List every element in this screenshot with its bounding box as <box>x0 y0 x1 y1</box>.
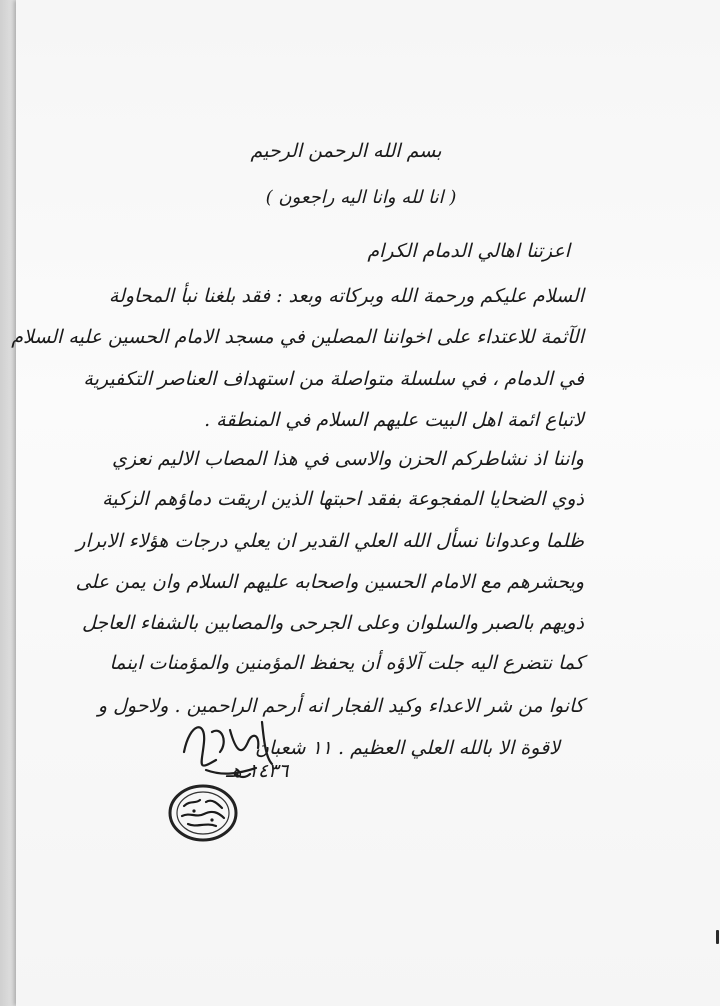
body-line: لاتباع ائمة اهل البيت عليهم السلام في المنطقة . <box>204 409 584 431</box>
body-line: ذوي الضحايا المفجوعة بفقد احبتها الذين اريقت دماؤهم الزكية <box>102 488 584 510</box>
body-line: كانوا من شر الاعداء وكيد الفجار انه أرحم الراحمين . ولاحول و <box>97 695 584 717</box>
hijri-date: ١٤٣٦ هـ <box>226 760 289 782</box>
page-mark <box>716 930 719 944</box>
body-line: كما نتضرع اليه جلت آلاؤه أن يحفظ المؤمنين والمؤمنات اينما <box>109 652 584 674</box>
greeting-line: اعزتنا اهالي الدمام الكرام <box>367 240 570 262</box>
body-line: ويحشرهم مع الامام الحسين واصحابه عليهم السلام وان يمن على <box>75 571 584 593</box>
body-line: ذويهم بالصبر والسلوان وعلى الجرحى والمصابين بالشفاء العاجل <box>81 612 584 634</box>
handwritten-signature <box>176 712 289 784</box>
seal-stamp <box>166 782 240 844</box>
basmala: بسم الله الرحمن الرحيم <box>250 140 442 162</box>
quran-verse: ( انا لله وانا اليه راجعون ) <box>265 187 457 208</box>
body-line: الآثمة للاعتداء على اخواننا المصلين في مسجد الامام الحسين عليه السلام <box>11 326 584 348</box>
closing-line: لاقوة الا بالله العلي العظيم . ١١ شعبان <box>254 737 560 759</box>
body-line: السلام عليكم ورحمة الله وبركاته وبعد : فقد بلغنا نبأ المحاولة <box>108 285 584 307</box>
body-line: ظلما وعدوانا نسأل الله العلي القدير ان يعلي درجات هؤلاء الابرار <box>76 530 584 552</box>
body-line: في الدمام ، في سلسلة متواصلة من استهداف العناصر التكفيرية <box>83 368 584 390</box>
letter-sheet <box>11 0 720 1006</box>
body-line: واننا اذ نشاطركم الحزن والاسى في هذا المصاب الاليم نعزي <box>112 448 584 470</box>
